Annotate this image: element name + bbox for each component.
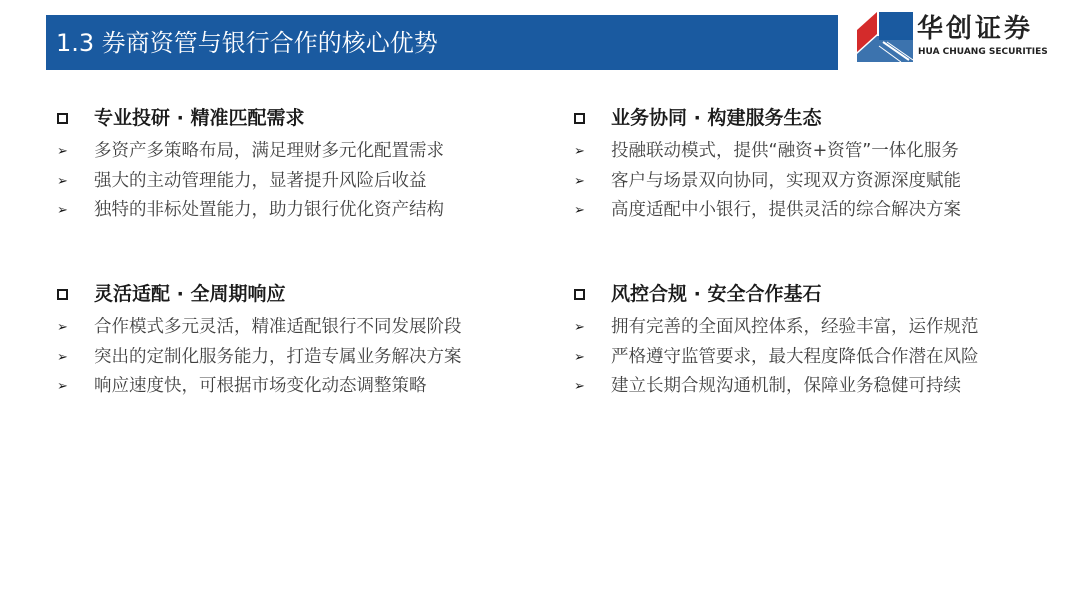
list-item-text: 拥有完善的全面风控体系，经验丰富，运作规范 xyxy=(611,317,979,337)
checkbox-square-icon xyxy=(574,113,585,124)
page-title: 1.3 券商资管与银行合作的核心优势 xyxy=(56,29,438,57)
arrow-bullet-icon: ➢ xyxy=(57,144,68,159)
list-item-text: 响应速度快，可根据市场变化动态调整策略 xyxy=(94,376,427,396)
arrow-bullet-icon: ➢ xyxy=(57,379,68,394)
list-item xyxy=(57,197,537,227)
list-item-text: 客户与场景双向协同，实现双方资源深度赋能 xyxy=(611,170,961,191)
logo-name-en: HUA CHUANG SECURITIES xyxy=(918,47,1048,57)
list-item-text: 合作模式多元灵活，精准适配银行不同发展阶段 xyxy=(94,317,462,337)
checkbox-square-icon xyxy=(57,289,68,300)
list-item xyxy=(574,138,1054,168)
list-item-text: 多资产多策略布局，满足理财多元化配置需求 xyxy=(94,141,444,161)
list-item xyxy=(574,314,1054,344)
section-risk-compliance xyxy=(574,280,1054,403)
list-item-text: 突出的定制化服务能力，打造专属业务解决方案 xyxy=(94,346,462,367)
arrow-bullet-icon: ➢ xyxy=(57,203,68,218)
list-item xyxy=(574,197,1054,227)
section-header xyxy=(574,280,1054,310)
section-title: 业务协同 · 构建服务生态 xyxy=(611,107,822,129)
list-item-text: 投融联动模式，提供“融资+资管”一体化服务 xyxy=(611,141,959,161)
checkbox-square-icon xyxy=(57,113,68,124)
list-item xyxy=(57,138,537,168)
checkbox-square-icon xyxy=(574,289,585,300)
section-title: 灵活适配 · 全周期响应 xyxy=(94,283,286,305)
list-item xyxy=(57,373,537,403)
list-item xyxy=(574,344,1054,374)
section-title: 风控合规 · 安全合作基石 xyxy=(611,283,822,305)
arrow-bullet-icon: ➢ xyxy=(574,349,585,365)
section-title: 专业投研 · 精准匹配需求 xyxy=(94,107,305,129)
list-item-text: 独特的非标处置能力，助力银行优化资产结构 xyxy=(94,200,444,220)
logo-mark-icon xyxy=(857,12,913,62)
section-header xyxy=(57,104,537,134)
list-item-text: 高度适配中小银行，提供灵活的综合解决方案 xyxy=(611,200,961,220)
section-header xyxy=(574,104,1054,134)
arrow-bullet-icon: ➢ xyxy=(574,203,585,218)
section-flexible-adaptation xyxy=(57,280,537,403)
title-bar xyxy=(46,15,838,70)
list-item xyxy=(57,168,537,198)
list-item xyxy=(574,373,1054,403)
section-business-synergy xyxy=(574,104,1054,227)
list-item xyxy=(57,314,537,344)
list-item xyxy=(57,344,537,374)
section-header xyxy=(57,280,537,310)
company-logo xyxy=(857,12,1067,62)
arrow-bullet-icon: ➢ xyxy=(574,379,585,394)
arrow-bullet-icon: ➢ xyxy=(574,144,585,159)
list-item-text: 建立长期合规沟通机制，保障业务稳健可持续 xyxy=(611,376,961,396)
list-item-text: 严格遵守监管要求，最大程度降低合作潜在风险 xyxy=(611,346,979,367)
arrow-bullet-icon: ➢ xyxy=(574,173,585,189)
list-item xyxy=(574,168,1054,198)
arrow-bullet-icon: ➢ xyxy=(57,349,68,365)
section-professional-research xyxy=(57,104,537,227)
list-item-text: 强大的主动管理能力，显著提升风险后收益 xyxy=(94,170,427,191)
logo-name-cn: 华创证券 xyxy=(917,14,1034,44)
arrow-bullet-icon: ➢ xyxy=(57,173,68,189)
arrow-bullet-icon: ➢ xyxy=(574,320,585,335)
arrow-bullet-icon: ➢ xyxy=(57,320,68,335)
